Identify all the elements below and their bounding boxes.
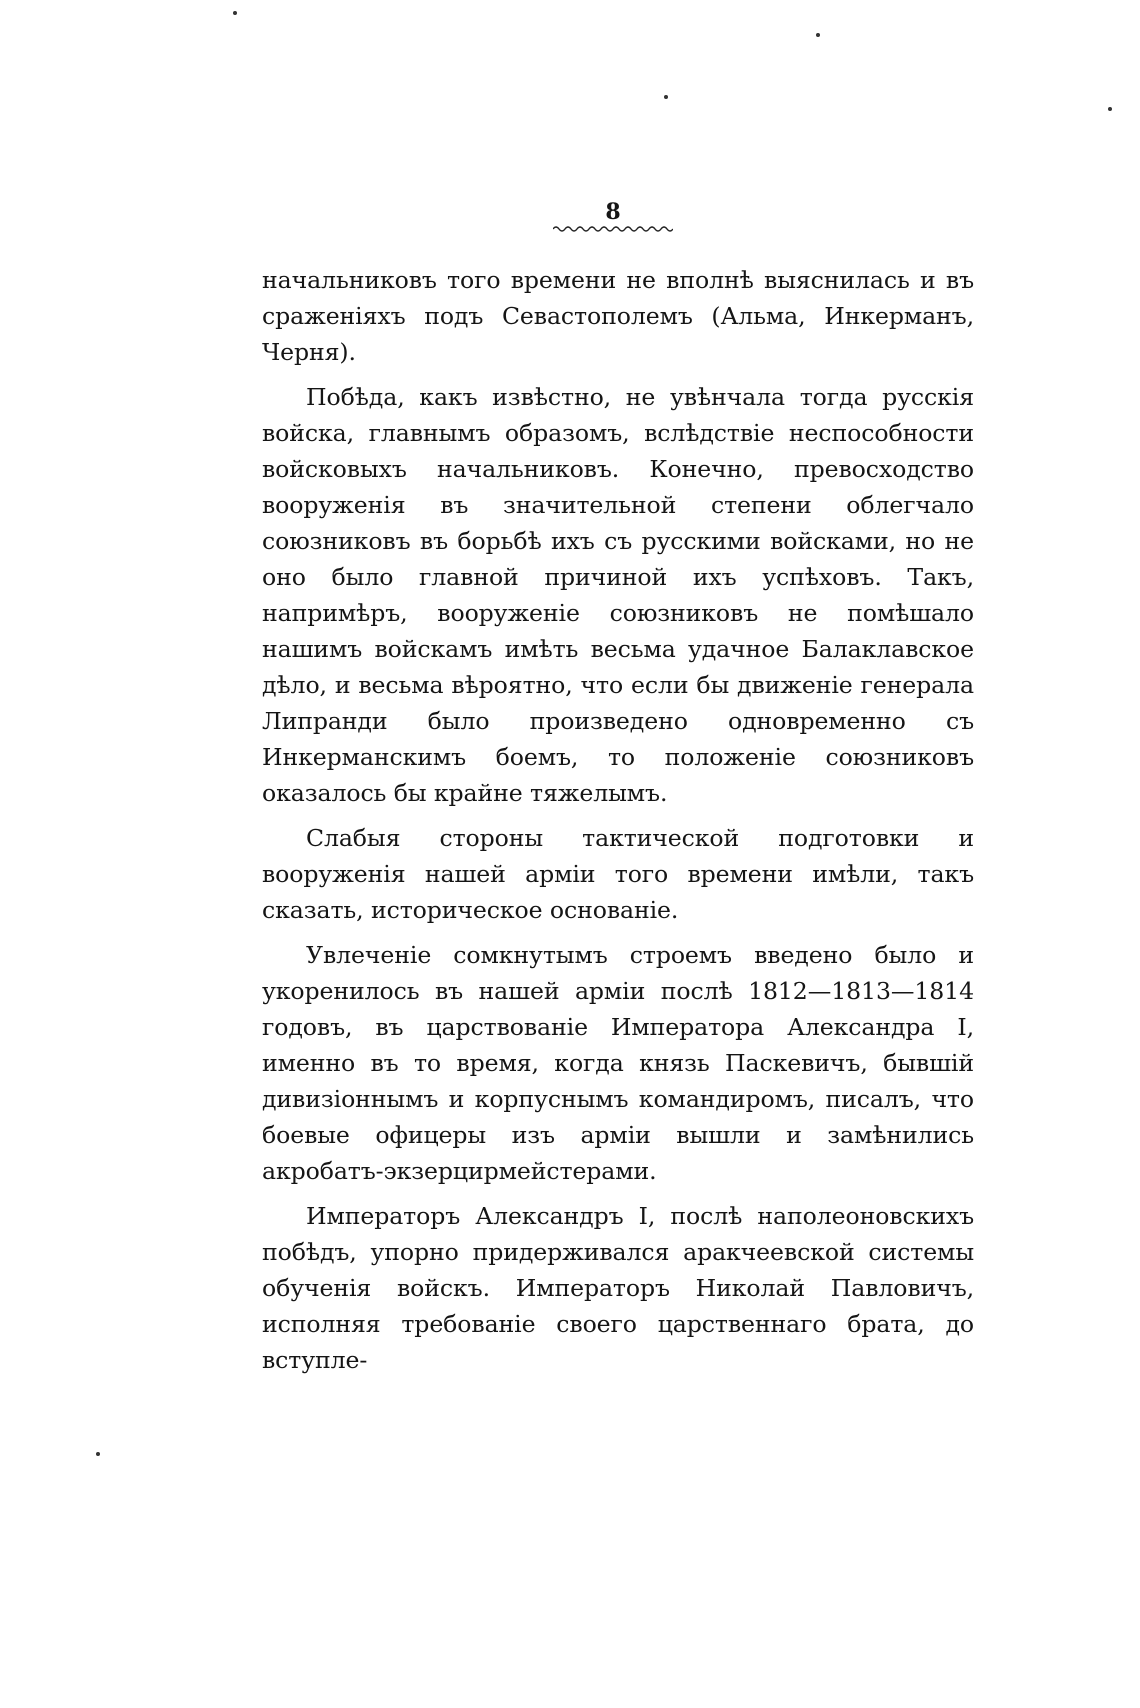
paragraph: Слабыя стороны тактической подготовки и вооруженiя нашей армiи того времени имѣли, такъ сказать, историческое основанiе. [262,824,974,924]
scan-speck [816,33,820,37]
paragraph: Увлеченiе сомкнутымъ строемъ введено было и укоренилось въ нашей армiи послѣ 1812—1813—1814 годовъ, въ царствованiе Императора Александра I, именно въ то время, когда князь Паскевичъ, бывшiй дивизiоннымъ и корпуснымъ командиромъ, писалъ, что боевые офицеры изъ армiи вышли и замѣнились акробатъ-экзерцирмейстерами. [262,941,974,1185]
wavy-rule-ornament [553,224,673,234]
scan-speck [1108,107,1112,111]
scan-speck [96,1452,100,1456]
page-header [548,200,678,234]
paragraph-continuation: начальниковъ того времени не вполнѣ выяснилась и въ сраженiяхъ подъ Севастополемъ (Альма, Инкерманъ, Черня). [262,266,974,366]
scan-speck [233,11,237,15]
page-number: 8 [605,199,621,225]
paragraph: Императоръ Александръ I, послѣ наполеоновскихъ побѣдъ, упорно придерживался аракчеевской системы обученiя войскъ. Императоръ Николай Павловичъ, исполняя требованiе своего царственнаго брата, до вступле- [262,1202,974,1374]
paragraph: Побѣда, какъ извѣстно, не увѣнчала тогда русскiя войска, главнымъ образомъ, вслѣдствiе неспособности войсковыхъ начальниковъ. Конечно, превосходство вооруженiя въ значительной степени облегчало союзниковъ въ борьбѣ ихъ съ русскими войсками, но не оно было главной причиной ихъ успѣховъ. Такъ, напримѣръ, вооруженiе союзниковъ не помѣшало нашимъ войскамъ имѣть весьма удачное Балаклавское дѣло, и весьма вѣроятно, что если бы движенiе генерала Липранди было произведено одновременно съ Инкерманскимъ боемъ, то положенiе союзниковъ оказалось бы крайне тяжелымъ. [262,383,974,807]
body-text [262,262,974,1387]
scan-speck [664,95,668,99]
